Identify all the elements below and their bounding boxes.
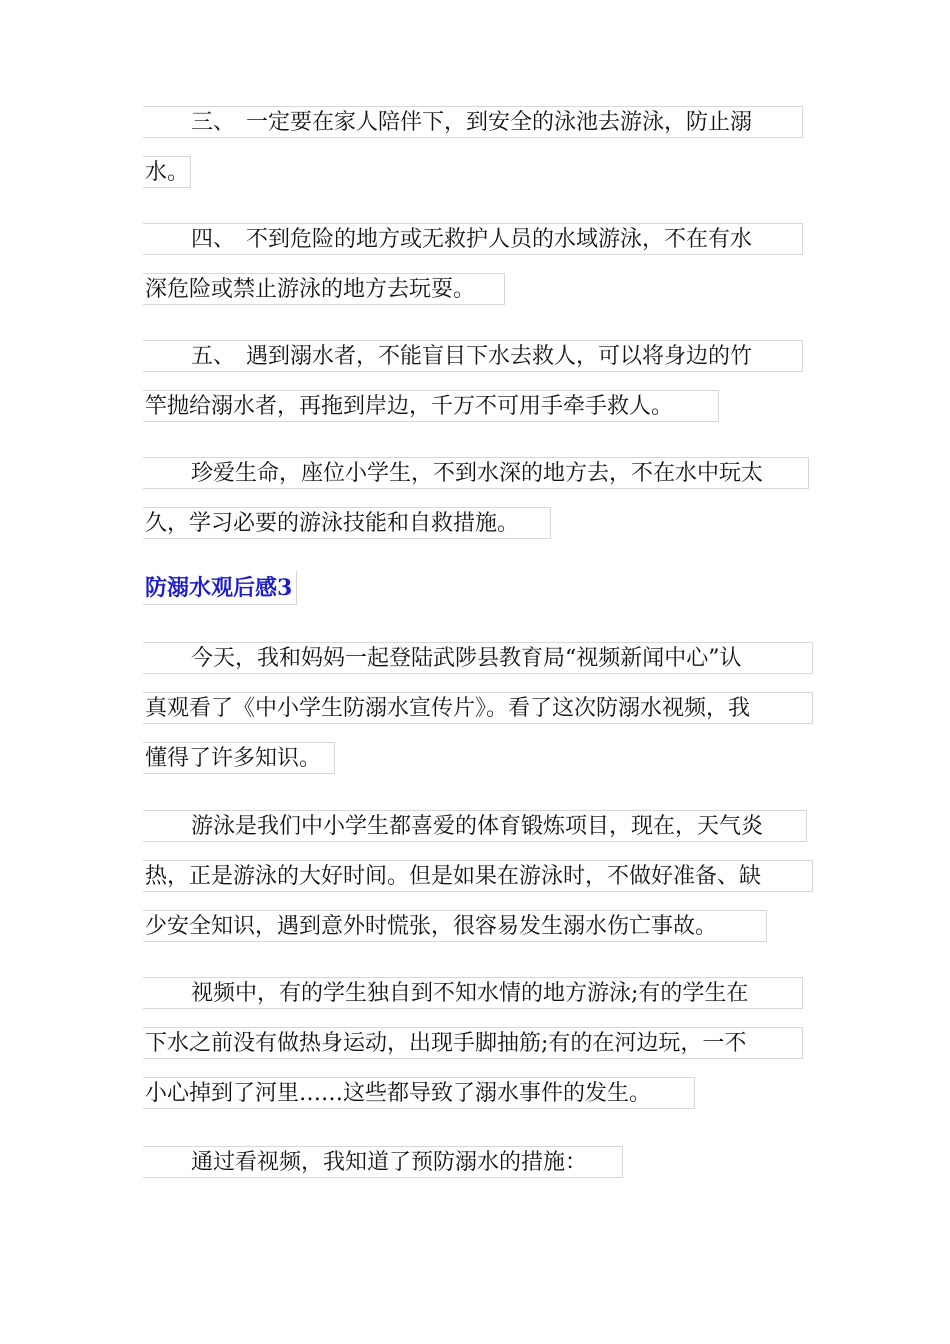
paragraph-line: 久，学习必要的游泳技能和自救措施。 [143,507,551,539]
paragraph-line: 通过看视频，我知道了预防溺水的措施： [143,1146,623,1178]
paragraph-line: 下水之前没有做热身运动，出现手脚抽筋;有的在河边玩，一不 [143,1027,803,1059]
paragraph-line: 视频中，有的学生独自到不知水情的地方游泳;有的学生在 [143,977,803,1009]
paragraph-line: 珍爱生命，座位小学生，不到水深的地方去，不在水中玩太 [143,457,809,489]
paragraph-line: 竿抛给溺水者，再拖到岸边，千万不可用手牵手救人。 [143,390,719,422]
paragraph-line: 真观看了《中小学生防溺水宣传片》。看了这次防溺水视频，我 [143,692,813,724]
paragraph-line: 小心掉到了河里……这些都导致了溺水事件的发生。 [143,1077,695,1109]
paragraph-line: 今天，我和妈妈一起登陆武陟县教育局“视频新闻中心”认 [143,642,813,674]
paragraph-line: 四、 不到危险的地方或无救护人员的水域游泳，不在有水 [143,223,803,255]
paragraph-line: 三、 一定要在家人陪伴下，到安全的泳池去游泳，防止溺 [143,106,803,138]
paragraph-line: 深危险或禁止游泳的地方去玩耍。 [143,273,505,305]
paragraph-line: 水。 [143,156,191,188]
paragraph-line: 懂得了许多知识。 [143,742,335,774]
paragraph-line: 五、 遇到溺水者，不能盲目下水去救人，可以将身边的竹 [143,340,803,372]
paragraph-line: 热，正是游泳的大好时间。但是如果在游泳时，不做好准备、缺 [143,860,813,892]
section-heading: 防溺水观后感3 [143,571,297,605]
paragraph-line: 少安全知识，遇到意外时慌张，很容易发生溺水伤亡事故。 [143,910,767,942]
paragraph-line: 游泳是我们中小学生都喜爱的体育锻炼项目，现在，天气炎 [143,810,807,842]
